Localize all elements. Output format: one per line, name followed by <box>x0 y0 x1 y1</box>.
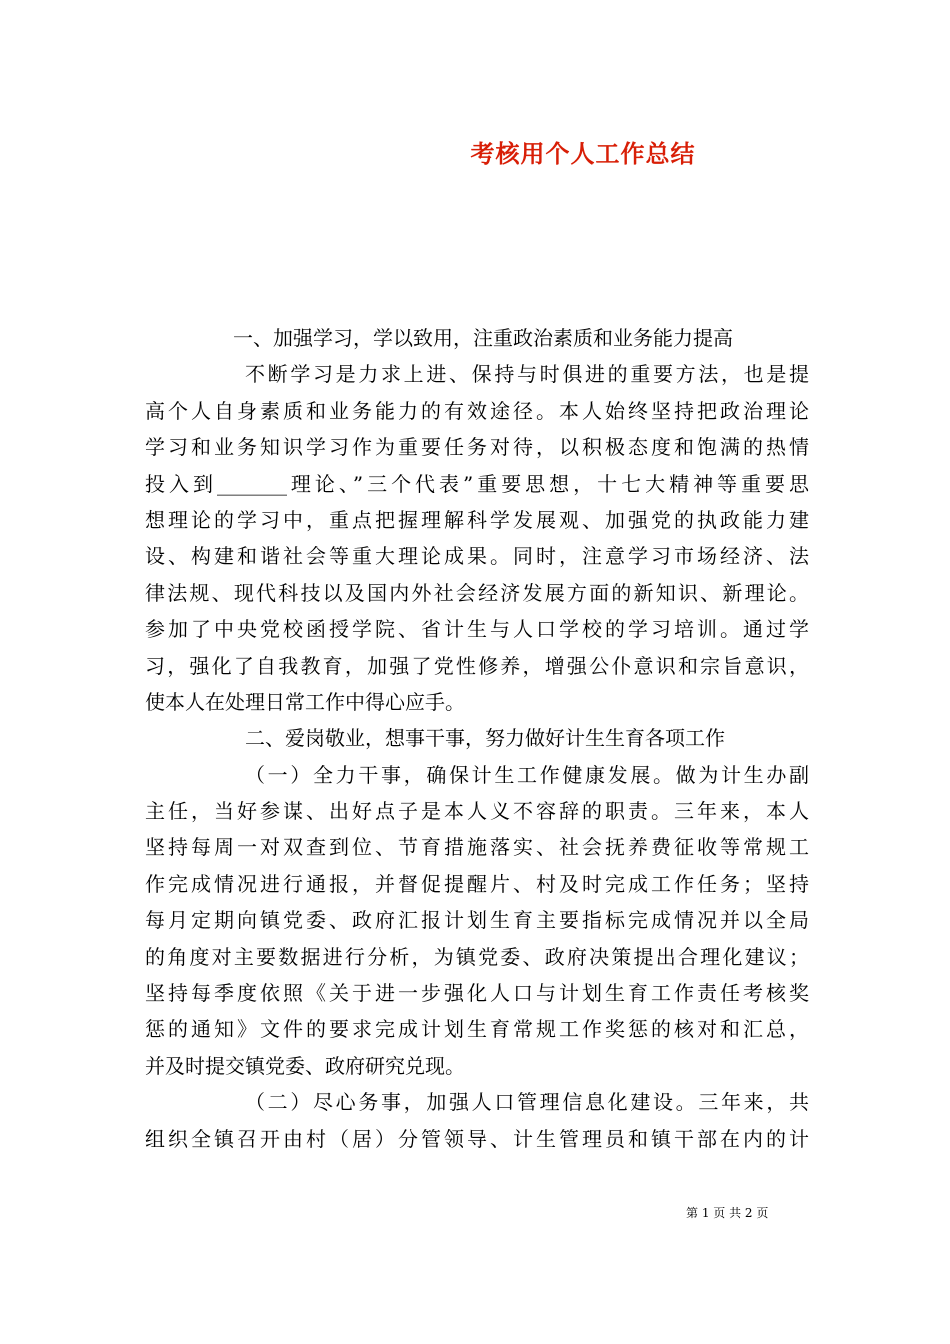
section-heading-line: 一、加强学习，学以致用，注重政治素质和业务能力提高 <box>233 326 733 350</box>
text-line: 坚持每季度依照《关于进一步强化人口与计划生育工作责任考核奖 <box>145 981 809 1006</box>
text-line: （一）全力干事，确保计生工作健康发展。做为计生办副 <box>245 762 809 787</box>
page-title: 考核用个人工作总结 <box>470 139 696 168</box>
text-line: 不断学习是力求上进、保持与时俱进的重要方法，也是提 <box>245 362 809 387</box>
text-line: 坚持每周一对双查到位、节育措施落实、社会抚养费征收等常规工 <box>145 835 809 860</box>
text-line: 习，强化了自我教育，加强了党性修养，增强公仆意识和宗旨意识， <box>145 653 809 678</box>
text-line: 学习和业务知识学习作为重要任务对待，以积极态度和饱满的热情 <box>145 435 809 460</box>
text-line: 投入到_______理论、”三个代表”重要思想，十七大精神等重要思 <box>145 471 809 496</box>
document-body <box>145 320 809 1157</box>
text-line: 作完成情况进行通报，并督促提醒片、村及时完成工作任务；坚持 <box>145 871 809 896</box>
text-line: 组织全镇召开由村（居）分管领导、计生管理员和镇干部在内的计 <box>145 1126 809 1151</box>
text-line: 设、构建和谐社会等重大理论成果。同时，注意学习市场经济、法 <box>145 544 809 569</box>
text-line: 高个人自身素质和业务能力的有效途径。本人始终坚持把政治理论 <box>145 398 809 423</box>
text-line: 想理论的学习中，重点把握理解科学发展观、加强党的执政能力建 <box>145 507 809 532</box>
text-line: （二）尽心务事，加强人口管理信息化建设。三年来，共 <box>245 1090 809 1115</box>
text-line: 主任，当好参谋、出好点子是本人义不容辞的职责。三年来，本人 <box>145 799 809 824</box>
section-heading-line: 二、爱岗敬业，想事干事，努力做好计生生育各项工作 <box>245 726 725 751</box>
text-line: 惩的通知》文件的要求完成计划生育常规工作奖惩的核对和汇总， <box>145 1017 809 1042</box>
text-line: 参加了中央党校函授学院、省计生与人口学校的学习培训。通过学 <box>145 617 809 642</box>
page-footer: 第 1 页 共 2 页 <box>686 1206 769 1220</box>
text-line: 并及时提交镇党委、政府研究兑现。 <box>145 1053 465 1078</box>
text-line: 的角度对主要数据进行分析，为镇党委、政府决策提出合理化建议； <box>145 944 809 969</box>
text-line: 每月定期向镇党委、政府汇报计划生育主要指标完成情况并以全局 <box>145 908 809 933</box>
text-line: 使本人在处理日常工作中得心应手。 <box>145 689 465 714</box>
text-line: 律法规、现代科技以及国内外社会经济发展方面的新知识、新理论。 <box>145 580 809 605</box>
